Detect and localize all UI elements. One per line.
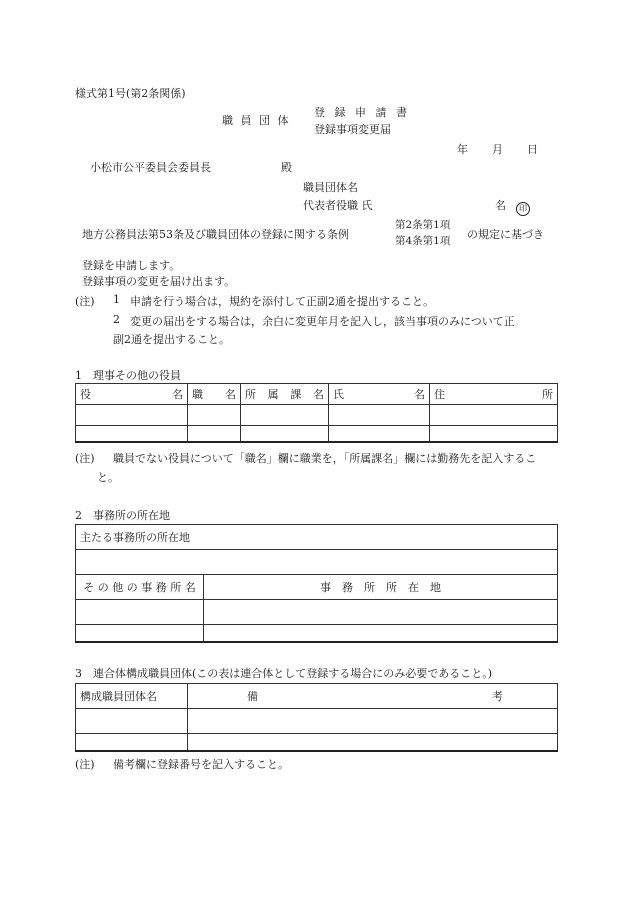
main-office-cell[interactable] xyxy=(76,550,558,575)
cell-department[interactable] xyxy=(241,426,329,442)
table-row xyxy=(76,625,558,642)
cell-address[interactable] xyxy=(430,426,558,442)
header-member-org: 構成職員団体名 xyxy=(76,684,188,709)
table-row xyxy=(76,405,558,426)
header-role: 役 名 xyxy=(76,384,188,405)
cell-name[interactable] xyxy=(329,426,430,442)
date-month: 月 xyxy=(492,143,503,156)
main-office-row xyxy=(76,550,558,575)
section2-heading: 2 事務所の所在地 xyxy=(75,509,170,522)
section1-note-label: (注) xyxy=(75,452,95,465)
table-row xyxy=(76,426,558,442)
header-remarks: 備 考 xyxy=(188,684,558,709)
header-title: 職 名 xyxy=(188,384,241,405)
other-office-name-header: そ の 他 の 事 務 所 名 xyxy=(76,575,204,600)
cell-role[interactable] xyxy=(76,426,188,442)
note-2-text-a: 変更の届出をする場合は，余白に変更年月を記入し，該当事項のみについて正 xyxy=(130,315,515,328)
cell-office-name[interactable] xyxy=(76,600,204,625)
title-prefix: 職 員 団 体 xyxy=(222,114,291,127)
federation-table xyxy=(75,683,558,752)
seal-icon xyxy=(516,196,530,216)
note-2-text-b: 副2通を提出すること。 xyxy=(113,333,230,346)
section1-note-text-b: と。 xyxy=(97,471,119,484)
section3-note-text: 備考欄に登録番号を記入すること。 xyxy=(113,758,289,771)
title-option-register: 登 録 申 請 書 xyxy=(314,106,410,119)
representative-label: 代表者役職 氏 xyxy=(303,199,373,212)
cell-remarks[interactable] xyxy=(188,709,558,734)
main-office-header-row xyxy=(76,525,558,550)
cell-department[interactable] xyxy=(241,405,329,426)
cell-title[interactable] xyxy=(188,426,241,442)
cell-role[interactable] xyxy=(76,405,188,426)
office-table xyxy=(75,524,558,643)
cell-member-org[interactable] xyxy=(76,734,188,751)
section1-note-text-a: 職員でない役員について「職名」欄に職業を，「所属課名」欄には勤務先を記入するこ xyxy=(113,452,537,465)
officers-header-row xyxy=(76,384,558,405)
cell-member-org[interactable] xyxy=(76,709,188,734)
notes-label: (注) xyxy=(75,295,95,308)
note-1-number: 1 xyxy=(113,293,120,306)
title-option-change: 登録事項変更届 xyxy=(314,123,391,136)
name-suffix: 名 xyxy=(495,199,506,212)
cell-address[interactable] xyxy=(430,405,558,426)
clause-register: 第2条第1項 xyxy=(395,219,451,231)
office-location-header: 事 務 所 所 在 地 xyxy=(204,575,558,600)
section1-heading: 1 理事その他の役員 xyxy=(75,369,181,382)
law-text: 地方公務員法第53条及び職員団体の登録に関する条例 xyxy=(82,228,349,241)
federation-header-row xyxy=(76,684,558,709)
header-name: 氏 名 xyxy=(329,384,430,405)
table-row xyxy=(76,600,558,625)
table-row xyxy=(76,734,558,751)
clause-change: 第4条第1項 xyxy=(395,235,451,247)
addressee-honorific: 殿 xyxy=(281,161,292,174)
table-row xyxy=(76,709,558,734)
cell-name[interactable] xyxy=(329,405,430,426)
cell-office-location[interactable] xyxy=(204,600,558,625)
officers-table xyxy=(75,383,558,443)
cell-office-location[interactable] xyxy=(204,625,558,642)
cell-remarks[interactable] xyxy=(188,734,558,751)
org-name-label: 職員団体名 xyxy=(303,181,358,194)
seal-mark: 印 xyxy=(516,202,530,216)
other-office-header-row xyxy=(76,575,558,600)
change-line: 登録事項の変更を届け出ます。 xyxy=(82,275,236,288)
register-line: 登録を申請します。 xyxy=(82,259,181,272)
main-office-label: 主たる事務所の所在地 xyxy=(76,525,558,550)
form-number: 様式第1号(第2条関係) xyxy=(75,87,186,100)
based-on-text: の規定に基づき xyxy=(467,228,544,241)
section3-note-label: (注) xyxy=(75,758,95,771)
header-department: 所 属 課 名 xyxy=(241,384,329,405)
cell-title[interactable] xyxy=(188,405,241,426)
addressee-name: 小松市公平委員会委員長 xyxy=(90,161,211,174)
date-year: 年 xyxy=(457,143,468,156)
note-1-text: 申請を行う場合は，規約を添付して正副2通を提出すること。 xyxy=(130,295,434,308)
header-address: 住 所 xyxy=(430,384,558,405)
date-day: 日 xyxy=(527,143,538,156)
cell-office-name[interactable] xyxy=(76,625,204,642)
section3-heading: 3 連合体構成職員団体(この表は連合体として登録する場合にのみ必要であること。) xyxy=(75,667,493,680)
note-2-number: 2 xyxy=(113,313,120,326)
